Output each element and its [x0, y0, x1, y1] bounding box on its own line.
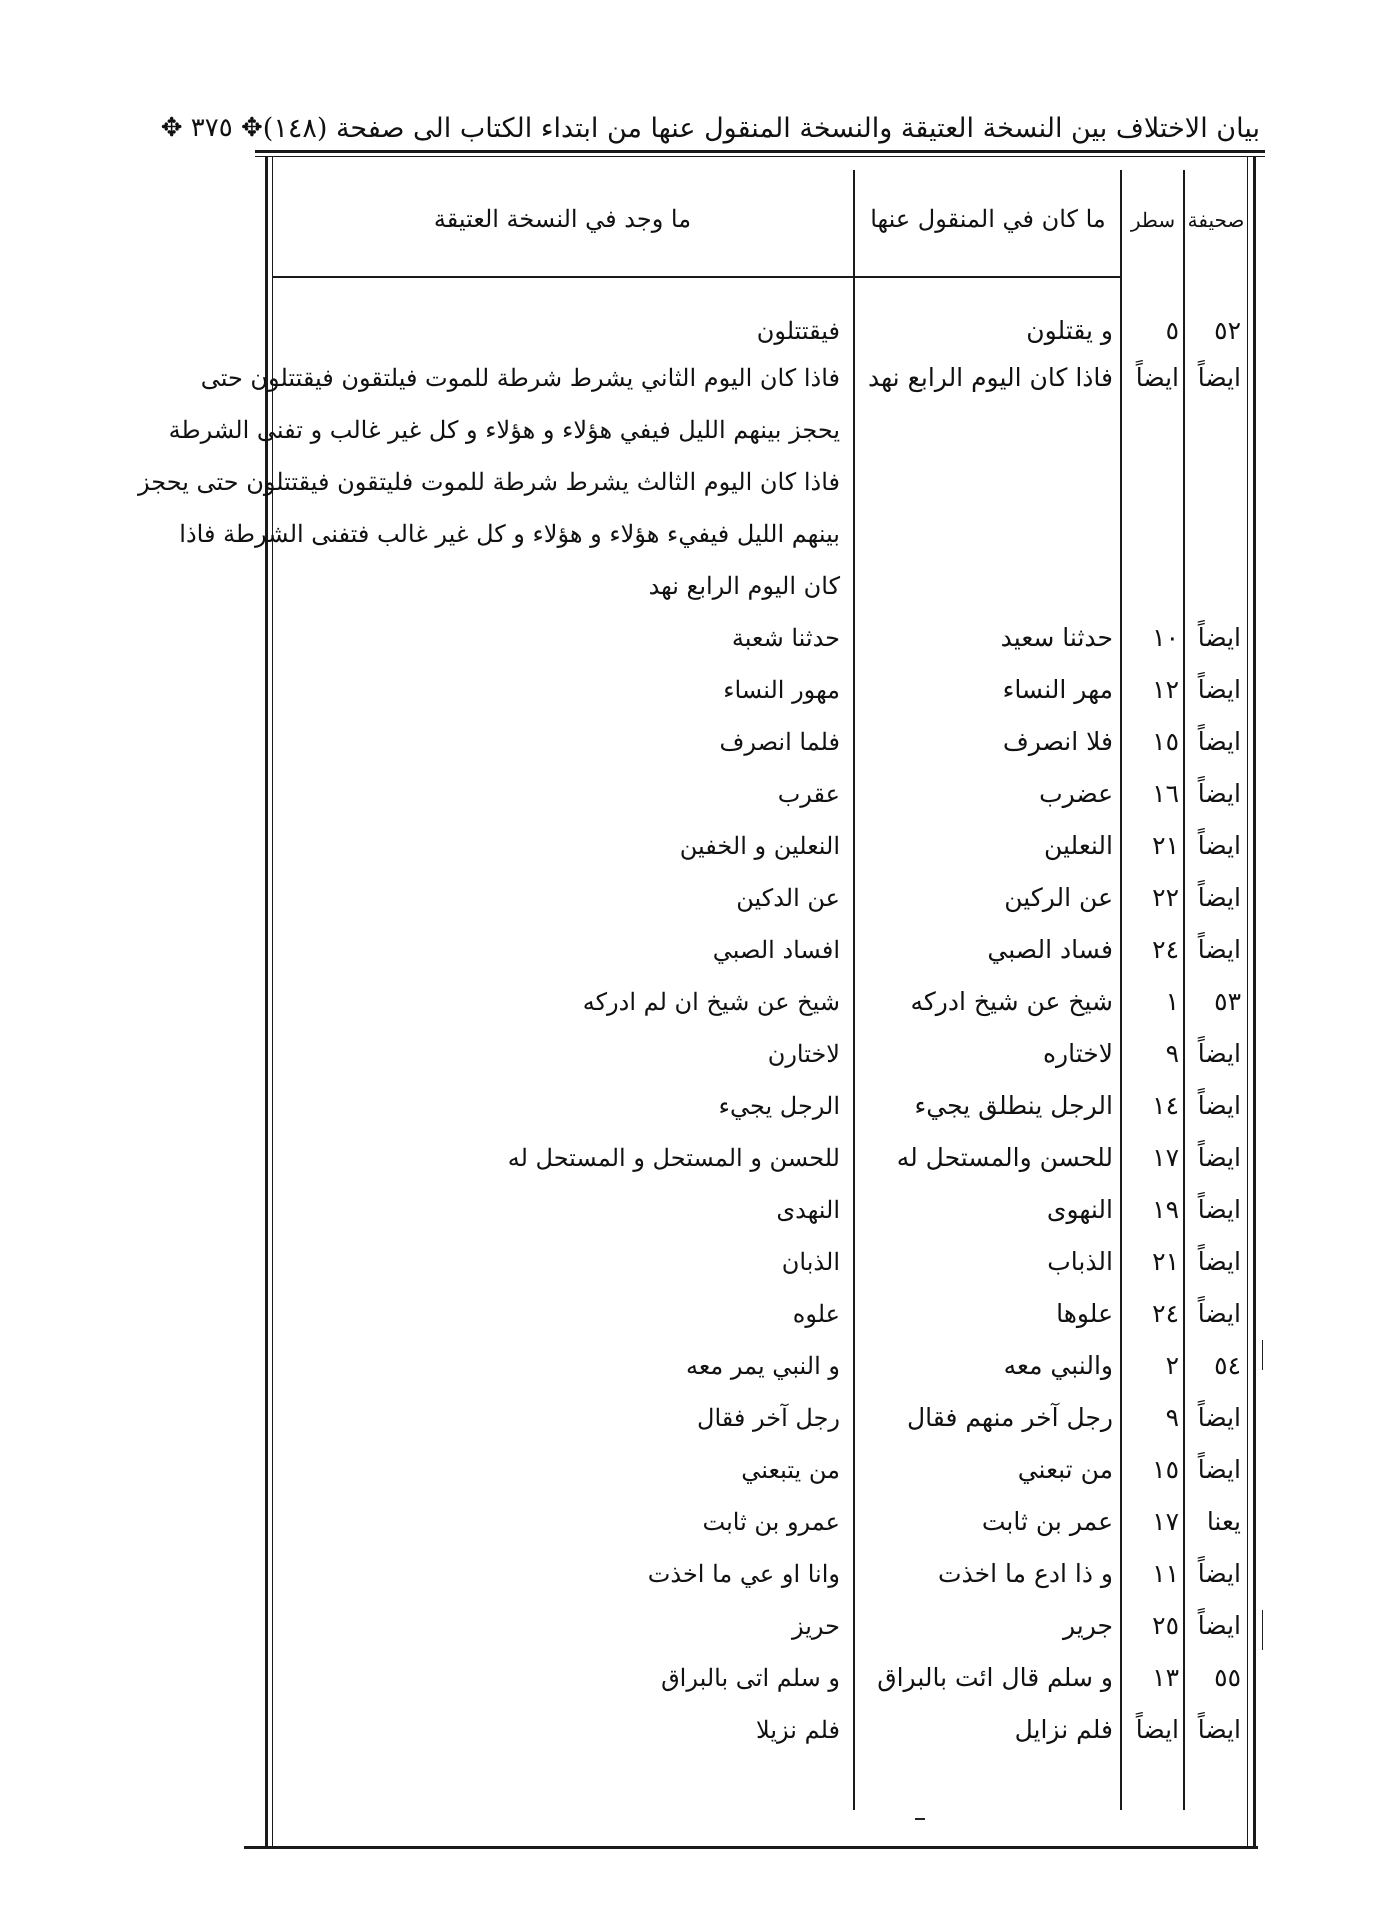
row-original: لاختارن [767, 1040, 840, 1068]
row-page: ايضاً [1197, 1091, 1241, 1120]
row-line: ١١ [1152, 1559, 1179, 1588]
row-copied: و ذا ادع ما اخذت [938, 1559, 1113, 1588]
row-original: افساد الصبي [712, 936, 840, 964]
row-copied: حدثنا سعيد [1000, 623, 1113, 652]
row-original: فيقتتلون [756, 317, 840, 345]
row-copied: الذباب [1047, 1247, 1113, 1276]
row-copied: فاذا كان اليوم الرابع نهد [868, 363, 1113, 392]
row-copied: الرجل ينطلق يجيء [914, 1091, 1113, 1120]
row-original: النهدى [776, 1196, 840, 1224]
row-copied: جرير [1063, 1611, 1113, 1640]
bottom-rule [244, 1846, 1258, 1849]
row-line: ١٥ [1152, 1455, 1179, 1484]
row-page: ايضاً [1197, 1143, 1241, 1172]
row-original: فاذا كان اليوم الثاني يشرط شرطة للموت فيلتقون فيقتتلون حتى [200, 364, 840, 392]
header-rule [255, 150, 1265, 153]
row-page: ايضاً [1197, 1403, 1241, 1432]
row-copied: فساد الصبي [987, 935, 1113, 964]
row-copied: عن الركين [1004, 883, 1113, 912]
row-line: ٥ [1165, 316, 1179, 345]
row-original: شيخ عن شيخ ان لم ادركه [582, 988, 840, 1016]
page-number: ✥ ٣٧٥ ✥ [160, 113, 263, 143]
bottom-dash [915, 1818, 925, 1820]
row-line: ٢٢ [1152, 883, 1179, 912]
header-page: صحيفة [1187, 208, 1245, 232]
row-page: ايضاً [1197, 675, 1241, 704]
row-original: كان اليوم الرابع نهد [648, 572, 840, 600]
row-page: ٥٢ [1214, 316, 1241, 345]
row-copied: والنبي معه [1003, 1351, 1113, 1380]
row-original: عمرو بن ثابت [702, 1508, 840, 1536]
row-page: ايضاً [1197, 831, 1241, 860]
row-original: من يتبعني [741, 1456, 840, 1484]
row-original: رجل آخر فقال [697, 1404, 840, 1432]
row-line: ١٤ [1152, 1091, 1179, 1120]
row-page: ايضاً [1197, 727, 1241, 756]
row-page: ايضاً [1197, 1299, 1241, 1328]
row-original: و سلم اتى بالبراق [661, 1664, 840, 1692]
row-original: النعلين و الخفين [679, 832, 840, 860]
outer-border-right [1253, 156, 1256, 1848]
row-copied: النعلين [1043, 831, 1113, 860]
outer-border-right-inner [1247, 156, 1248, 1848]
row-line: ١٩ [1152, 1195, 1179, 1224]
row-line: ايضاً [1135, 363, 1179, 392]
row-original: عن الدكين [736, 884, 840, 912]
column-divider-line [1120, 170, 1122, 1810]
page-header [160, 108, 1260, 148]
table-header-rule [272, 276, 1122, 278]
row-original: و النبي يمر معه [685, 1352, 840, 1380]
row-page: ايضاً [1197, 1715, 1241, 1744]
row-line: ٩ [1165, 1403, 1179, 1432]
row-line: ايضاً [1135, 1715, 1179, 1744]
row-line: ١٦ [1152, 779, 1179, 808]
row-page: ايضاً [1197, 1247, 1241, 1276]
row-copied: النهوى [1046, 1195, 1113, 1224]
row-original: الذبان [781, 1248, 840, 1276]
row-original: فاذا كان اليوم الثالث يشرط شرطة للموت فليتقون فيقتتلون حتى يحجز [137, 468, 840, 496]
row-line: ٢١ [1152, 831, 1179, 860]
row-page: ايضاً [1197, 623, 1241, 652]
row-page: ايضاً [1197, 1039, 1241, 1068]
row-original: فلما انصرف [719, 728, 840, 756]
row-original: فلم نزيلا [756, 1716, 840, 1744]
row-copied: و يقتلون [1026, 316, 1113, 345]
header-title: بيان الاختلاف بين النسخة العتيقة والنسخة المنقول عنها من ابتداء الكتاب الى صفحة (١٤٨) [262, 112, 1260, 144]
row-copied: و سلم قال ائت بالبراق [877, 1663, 1113, 1692]
header-rule-thin [255, 156, 1265, 157]
row-line: ١٧ [1152, 1143, 1179, 1172]
row-page: ايضاً [1197, 935, 1241, 964]
header-original: ما وجد في النسخة العتيقة [433, 205, 692, 233]
row-line: ١٣ [1152, 1663, 1179, 1692]
row-line: ١٠ [1152, 623, 1179, 652]
row-page: ايضاً [1197, 1455, 1241, 1484]
row-copied: مهر النساء [1002, 675, 1113, 704]
row-copied: شيخ عن شيخ ادركه [910, 987, 1113, 1016]
header-line: سطر [1130, 208, 1176, 232]
row-copied: فلا انصرف [1002, 727, 1113, 756]
row-copied: رجل آخر منهم فقال [907, 1403, 1113, 1432]
header-copied: ما كان في المنقول عنها [870, 205, 1106, 233]
row-line: ٢٤ [1152, 1299, 1179, 1328]
row-copied: من تبعني [1017, 1455, 1113, 1484]
row-copied: عمر بن ثابت [981, 1507, 1113, 1536]
row-original: حدثنا شعبة [731, 624, 840, 652]
row-page: ٥٤ [1214, 1351, 1241, 1380]
margin-tick [1262, 1610, 1263, 1650]
row-original: يحجز بينهم الليل فيفي هؤلاء و هؤلاء و كل غير غالب و تفنى الشرطة [168, 416, 840, 444]
row-line: ٢٤ [1152, 935, 1179, 964]
row-page: ايضاً [1197, 1559, 1241, 1588]
column-divider-copied [853, 170, 855, 1810]
row-page: ايضاً [1197, 1195, 1241, 1224]
row-line: ٢٥ [1152, 1611, 1179, 1640]
row-original: الرجل يجيء [718, 1092, 840, 1120]
row-page: ٥٣ [1214, 987, 1241, 1016]
row-line: ١٥ [1152, 727, 1179, 756]
row-line: ٢١ [1152, 1247, 1179, 1276]
row-original: عقرب [777, 780, 840, 808]
row-page: ايضاً [1197, 883, 1241, 912]
row-page: ايضاً [1197, 363, 1241, 392]
row-line: ١٢ [1152, 675, 1179, 704]
row-line: ٩ [1165, 1039, 1179, 1068]
row-copied: عضرب [1039, 779, 1113, 808]
row-original: حريز [792, 1612, 840, 1640]
row-original: للحسن و المستحل و المستحل له [507, 1144, 840, 1172]
row-copied: للحسن والمستحل له [896, 1143, 1113, 1172]
row-copied: فلم نزايل [1014, 1715, 1113, 1744]
row-original: وانا او عي ما اخذت [647, 1560, 840, 1588]
row-page: ٥٥ [1214, 1663, 1241, 1692]
column-divider-page [1183, 170, 1185, 1810]
row-line: ١ [1165, 987, 1179, 1016]
margin-tick [1262, 1340, 1263, 1370]
row-line: ٢ [1165, 1351, 1179, 1380]
row-original: علوه [792, 1300, 840, 1328]
row-page: يعنا [1206, 1507, 1241, 1536]
row-line: ١٧ [1152, 1507, 1179, 1536]
row-page: ايضاً [1197, 779, 1241, 808]
row-copied: علوها [1056, 1299, 1113, 1328]
row-original: مهور النساء [723, 676, 840, 704]
row-copied: لاختاره [1042, 1039, 1113, 1068]
row-page: ايضاً [1197, 1611, 1241, 1640]
row-original: بينهم الليل فيفيء هؤلاء و هؤلاء و كل غير غالب فتفنى الشرطة فاذا [179, 520, 840, 548]
